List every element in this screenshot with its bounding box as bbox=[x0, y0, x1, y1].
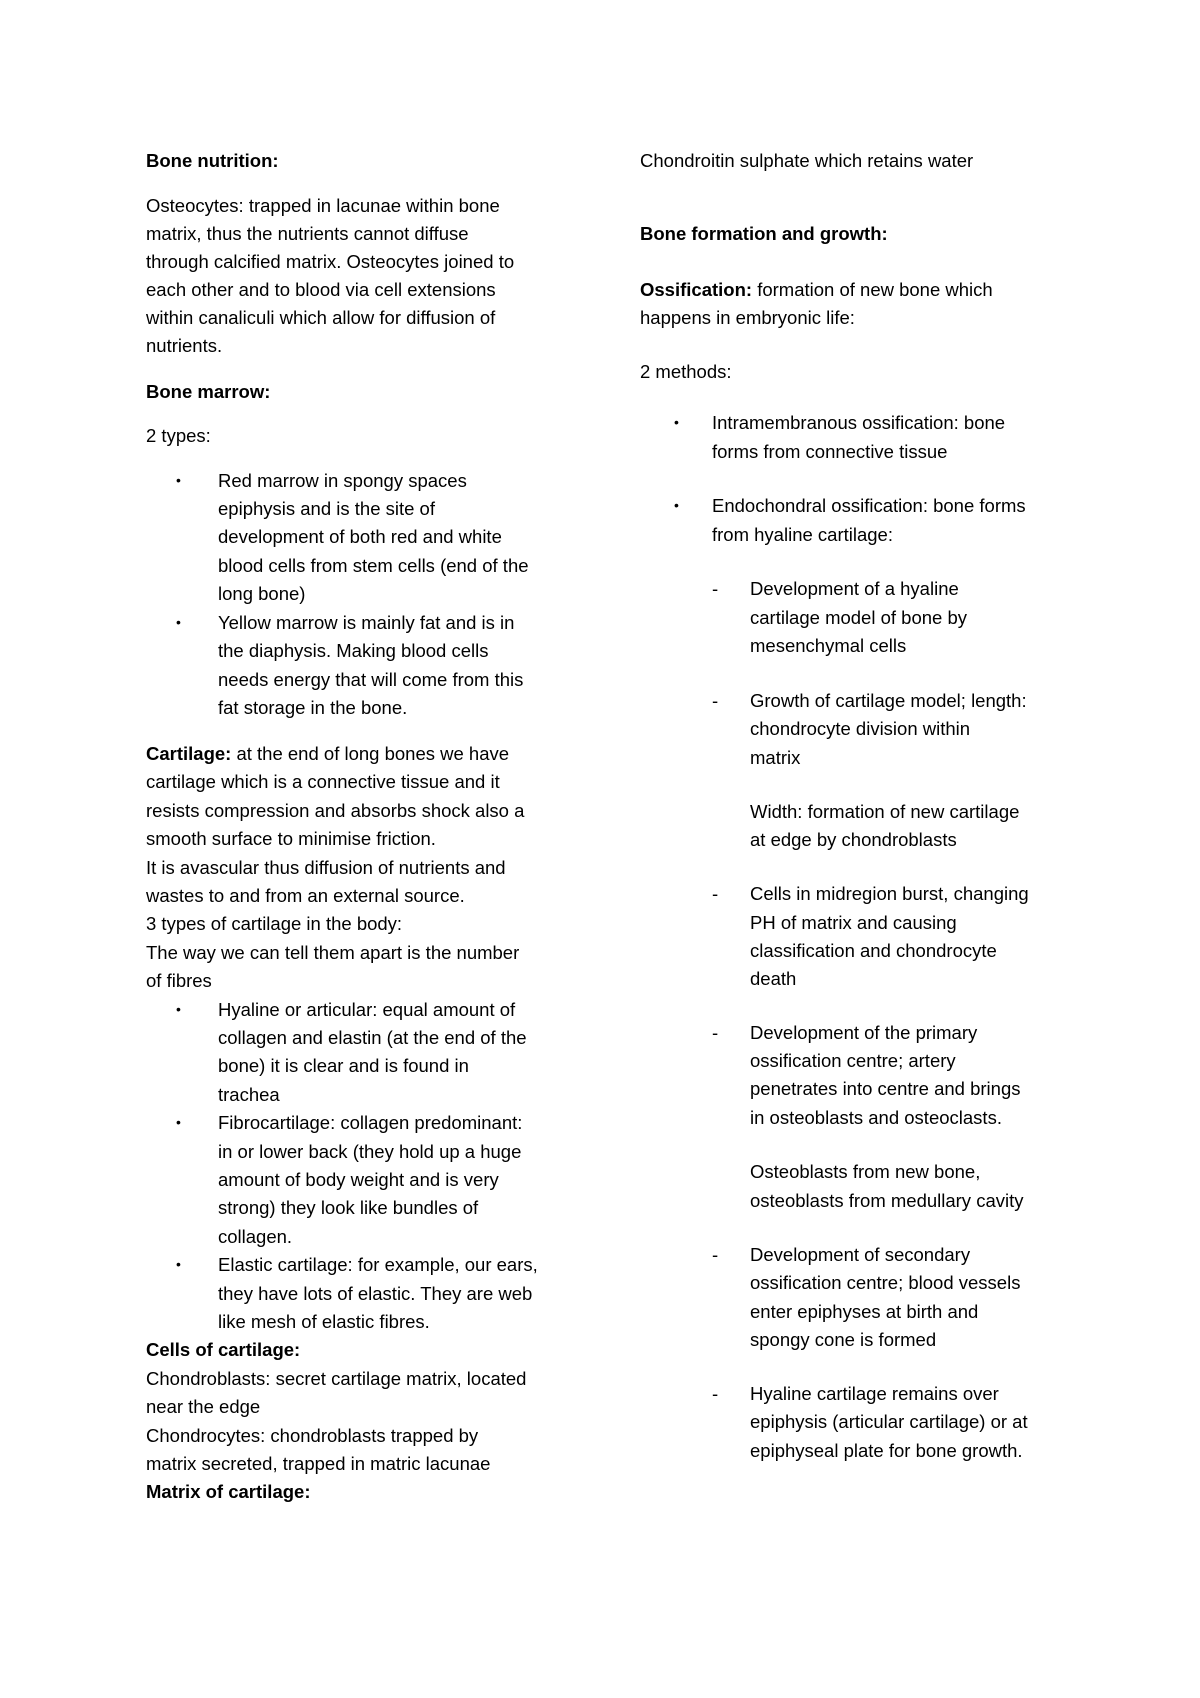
text-line: smooth surface to minimise friction. bbox=[146, 828, 436, 849]
list-item-line: Intramembranous ossification: bone bbox=[712, 412, 1006, 433]
list-item-line: Red marrow in spongy spaces bbox=[218, 470, 467, 491]
text-line: Chondroblasts: secret cartilage matrix, located bbox=[146, 1368, 527, 1389]
step-line: PH of matrix and causing bbox=[750, 912, 957, 933]
list-item-line: collagen and elastin (at the end of the bbox=[218, 1027, 527, 1048]
term-cartilage: Cartilage: bbox=[146, 743, 232, 764]
heading-matrix-of-cartilage: Matrix of cartilage: bbox=[146, 1481, 311, 1502]
step-line: epiphysis (articular cartilage) or at bbox=[750, 1411, 1028, 1432]
step-line: Hyaline cartilage remains over bbox=[750, 1383, 999, 1404]
text-span: formation of new bone which bbox=[752, 279, 993, 300]
types-label: 2 types: bbox=[146, 425, 211, 446]
text-line: resists compression and absorbs shock also a bbox=[146, 800, 525, 821]
term-ossification: Ossification: bbox=[640, 279, 753, 300]
text-line: through calcified matrix. Osteocytes joined to bbox=[146, 251, 515, 272]
text-span: at the end of long bones we have bbox=[231, 743, 510, 764]
heading-cells-of-cartilage: Cells of cartilage: bbox=[146, 1339, 301, 1360]
list-item-line: they have lots of elastic. They are web bbox=[218, 1283, 533, 1304]
text-line: Osteocytes: trapped in lacunae within bone bbox=[146, 195, 500, 216]
step-line: Development of a hyaline bbox=[750, 578, 959, 599]
methods-label: 2 methods: bbox=[640, 361, 732, 382]
step-line: spongy cone is formed bbox=[750, 1329, 937, 1350]
bullet-icon: • bbox=[176, 1001, 181, 1017]
bullet-icon: • bbox=[176, 1256, 181, 1272]
text-line: cartilage which is a connective tissue and it bbox=[146, 771, 500, 792]
text-line: near the edge bbox=[146, 1396, 261, 1417]
list-item-line: Fibrocartilage: collagen predominant: bbox=[218, 1112, 523, 1133]
list-item-line: needs energy that will come from this bbox=[218, 669, 524, 690]
list-item-line: from hyaline cartilage: bbox=[712, 524, 893, 545]
list-item-line: like mesh of elastic fibres. bbox=[218, 1311, 430, 1332]
heading-bone-marrow: Bone marrow: bbox=[146, 381, 271, 402]
step-line: classification and chondrocyte bbox=[750, 940, 997, 961]
note-line: osteoblasts from medullary cavity bbox=[750, 1190, 1024, 1211]
list-item-line: Hyaline or articular: equal amount of bbox=[218, 999, 516, 1020]
text-line: within canaliculi which allow for diffusion of bbox=[146, 307, 496, 328]
text-line: Chondroitin sulphate which retains water bbox=[640, 150, 974, 171]
text-line: It is avascular thus diffusion of nutrients and bbox=[146, 857, 506, 878]
text-line: matrix secreted, trapped in matric lacunae bbox=[146, 1453, 491, 1474]
list-item-line: blood cells from stem cells (end of the bbox=[218, 555, 529, 576]
list-item-line: amount of body weight and is very bbox=[218, 1169, 499, 1190]
step-line: mesenchymal cells bbox=[750, 635, 907, 656]
list-item-line: Elastic cartilage: for example, our ears, bbox=[218, 1254, 538, 1275]
list-item-line: development of both red and white bbox=[218, 526, 502, 547]
step-line: enter epiphyses at birth and bbox=[750, 1301, 979, 1322]
list-item-line: Yellow marrow is mainly fat and is in bbox=[218, 612, 515, 633]
dash-icon: - bbox=[712, 690, 719, 711]
dash-icon: - bbox=[712, 578, 719, 599]
step-line: Cells in midregion burst, changing bbox=[750, 883, 1029, 904]
text-line: each other and to blood via cell extensions bbox=[146, 279, 496, 300]
dash-icon: - bbox=[712, 1244, 719, 1265]
step-line: death bbox=[750, 968, 797, 989]
bullet-icon: • bbox=[176, 614, 181, 630]
step-line: Development of the primary bbox=[750, 1022, 978, 1043]
cartilage-intro-line bbox=[146, 739, 509, 768]
text-line: Chondrocytes: chondroblasts trapped by bbox=[146, 1425, 479, 1446]
list-item-line: in or lower back (they hold up a huge bbox=[218, 1141, 522, 1162]
text-line: wastes to and from an external source. bbox=[146, 885, 465, 906]
heading-bone-formation: Bone formation and growth: bbox=[640, 223, 888, 244]
step-line: penetrates into centre and brings bbox=[750, 1078, 1021, 1099]
text-line: happens in embryonic life: bbox=[640, 307, 855, 328]
bullet-icon: • bbox=[674, 414, 679, 430]
list-item-line: strong) they look like bundles of bbox=[218, 1197, 479, 1218]
list-item-line: long bone) bbox=[218, 583, 306, 604]
bullet-icon: • bbox=[176, 1114, 181, 1130]
text-line: The way we can tell them apart is the number bbox=[146, 942, 520, 963]
note-line: Osteoblasts from new bone, bbox=[750, 1161, 981, 1182]
bullet-icon: • bbox=[176, 472, 181, 488]
text-line: 3 types of cartilage in the body: bbox=[146, 913, 403, 934]
step-line: ossification centre; artery bbox=[750, 1050, 956, 1071]
step-line: Growth of cartilage model; length: bbox=[750, 690, 1027, 711]
dash-icon: - bbox=[712, 883, 719, 904]
text-line: matrix, thus the nutrients cannot diffuse bbox=[146, 223, 469, 244]
list-item-line: Endochondral ossification: bone forms bbox=[712, 495, 1026, 516]
ossification-line bbox=[640, 275, 993, 304]
step-line: chondrocyte division within bbox=[750, 718, 971, 739]
step-line: cartilage model of bone by bbox=[750, 607, 967, 628]
bullet-icon: • bbox=[674, 497, 679, 513]
step-line: epiphyseal plate for bone growth. bbox=[750, 1440, 1023, 1461]
step-line: matrix bbox=[750, 747, 801, 768]
list-item-line: forms from connective tissue bbox=[712, 441, 948, 462]
text-line: nutrients. bbox=[146, 335, 223, 356]
list-item-line: collagen. bbox=[218, 1226, 293, 1247]
list-item-line: the diaphysis. Making blood cells bbox=[218, 640, 489, 661]
list-item-line: trachea bbox=[218, 1084, 280, 1105]
step-line: in osteoblasts and osteoclasts. bbox=[750, 1107, 1002, 1128]
list-item-line: fat storage in the bone. bbox=[218, 697, 408, 718]
dash-icon: - bbox=[712, 1383, 719, 1404]
note-line: Width: formation of new cartilage bbox=[750, 801, 1020, 822]
step-line: Development of secondary bbox=[750, 1244, 971, 1265]
list-item-line: epiphysis and is the site of bbox=[218, 498, 435, 519]
dash-icon: - bbox=[712, 1022, 719, 1043]
list-item-line: bone) it is clear and is found in bbox=[218, 1055, 469, 1076]
heading-bone-nutrition: Bone nutrition: bbox=[146, 150, 279, 171]
note-line: at edge by chondroblasts bbox=[750, 829, 957, 850]
step-line: ossification centre; blood vessels bbox=[750, 1272, 1021, 1293]
text-line: of fibres bbox=[146, 970, 212, 991]
